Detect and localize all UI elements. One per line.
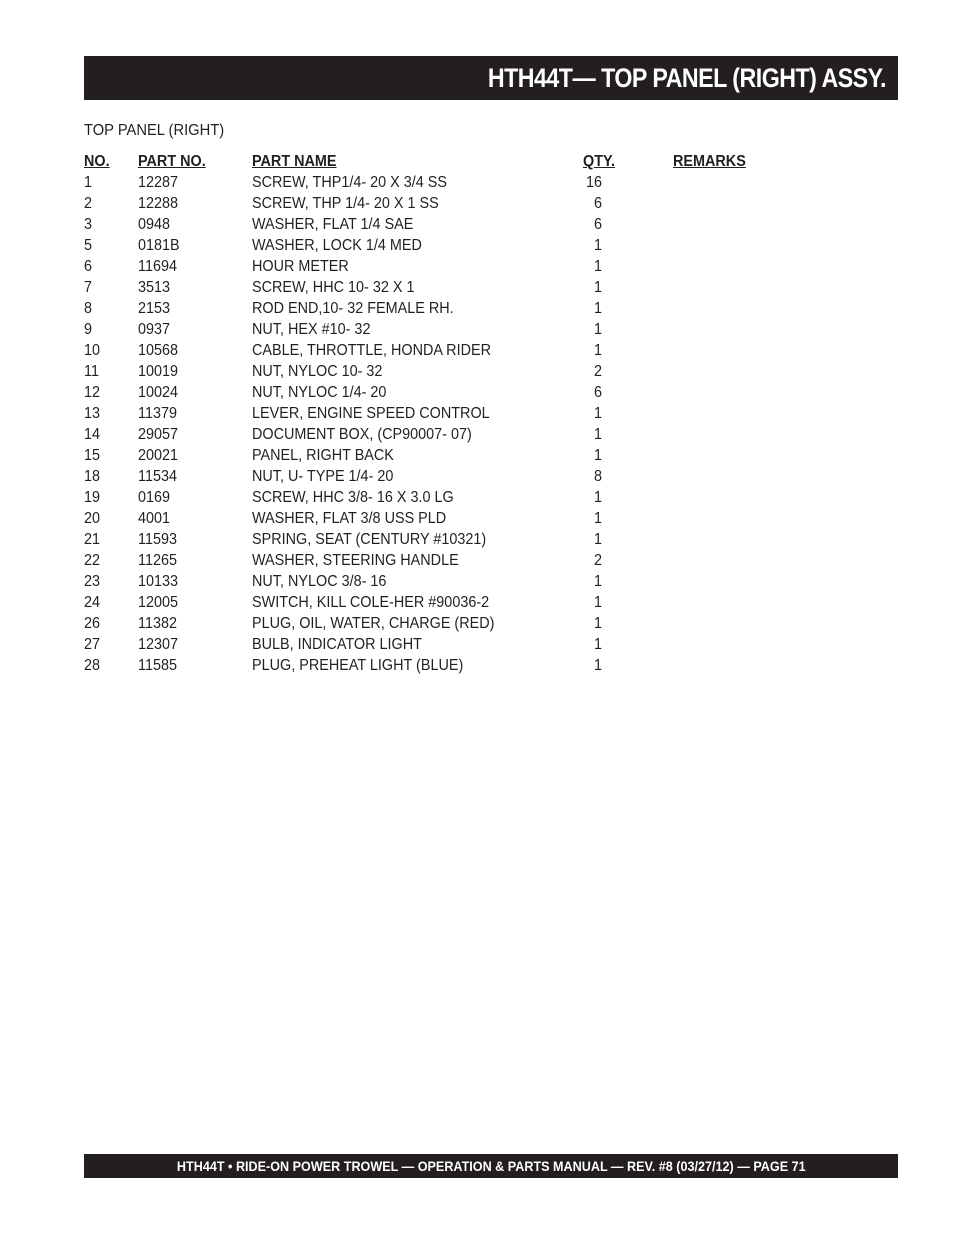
cell-part-no: 3513 [138,279,171,296]
cell-qty: 1 [593,426,602,443]
cell-qty: 6 [593,216,602,233]
table-row [84,382,784,403]
column-header-part-name: PART NAME [252,153,337,170]
cell-qty: 1 [593,657,602,674]
table-row [84,571,784,592]
cell-no: 28 [84,657,101,674]
cell-part-name: BULB, INDICATOR LIGHT [252,636,422,653]
footer-bar [84,1154,898,1178]
column-header-part-no: PART NO. [138,153,206,170]
table-header-row [84,151,784,172]
cell-part-no: 4001 [138,510,171,527]
cell-no: 15 [84,447,101,464]
cell-part-no: 11593 [138,531,177,548]
cell-part-name: CABLE, THROTTLE, HONDA RIDER [252,342,491,359]
cell-qty: 1 [593,636,602,653]
column-header-remarks: REMARKS [673,153,746,170]
cell-part-no: 11534 [138,468,177,485]
cell-qty: 2 [593,552,602,569]
cell-no: 7 [84,279,93,296]
cell-part-name: WASHER, FLAT 3/8 USS PLD [252,510,447,527]
cell-no: 27 [84,636,101,653]
cell-no: 26 [84,615,101,632]
cell-no: 2 [84,195,93,212]
cell-part-name: NUT, NYLOC 3/8- 16 [252,573,387,590]
column-header-qty: QTY. [583,153,616,170]
cell-part-name: WASHER, FLAT 1/4 SAE [252,216,414,233]
cell-part-name: NUT, NYLOC 1/4- 20 [252,384,387,401]
cell-no: 5 [84,237,93,254]
cell-part-no: 12288 [138,195,179,212]
cell-part-no: 11382 [138,615,177,632]
table-row [84,634,784,655]
parts-table [84,151,784,676]
table-row [84,193,784,214]
cell-no: 1 [84,174,93,191]
table-row [84,613,784,634]
table-row [84,298,784,319]
cell-part-name: NUT, U- TYPE 1/4- 20 [252,468,394,485]
cell-part-name: WASHER, LOCK 1/4 MED [252,237,422,254]
cell-no: 10 [84,342,101,359]
cell-part-no: 0169 [138,489,171,506]
table-row [84,214,784,235]
footer-text: HTH44T • RIDE-ON POWER TROWEL — OPERATION & PARTS MANUAL — REV. #8 (03/27/12) — PAGE 71 [176,1158,806,1174]
table-row [84,403,784,424]
table-row [84,361,784,382]
cell-qty: 1 [593,321,602,338]
table-row [84,550,784,571]
cell-part-no: 20021 [138,447,179,464]
cell-part-name: NUT, HEX #10- 32 [252,321,371,338]
cell-no: 3 [84,216,93,233]
cell-no: 19 [84,489,101,506]
cell-qty: 6 [593,195,602,212]
section-title: TOP PANEL (RIGHT) [84,122,225,139]
table-row [84,277,784,298]
cell-part-name: WASHER, STEERING HANDLE [252,552,459,569]
cell-part-name: PANEL, RIGHT BACK [252,447,394,464]
cell-no: 12 [84,384,101,401]
table-row [84,592,784,613]
cell-no: 23 [84,573,101,590]
cell-qty: 1 [593,300,602,317]
cell-qty: 6 [593,384,602,401]
cell-qty: 1 [593,510,602,527]
cell-part-name: SCREW, THP1/4- 20 X 3/4 SS [252,174,448,191]
cell-part-no: 12287 [138,174,179,191]
page-title-bar [84,56,898,100]
cell-no: 9 [84,321,93,338]
cell-no: 6 [84,258,93,275]
cell-no: 22 [84,552,101,569]
table-row [84,235,784,256]
cell-qty: 1 [593,615,602,632]
cell-qty: 1 [593,279,602,296]
table-row [84,529,784,550]
table-row [84,508,784,529]
table-row [84,319,784,340]
cell-part-name: SPRING, SEAT (CENTURY #10321) [252,531,487,548]
cell-part-no: 29057 [138,426,179,443]
cell-qty: 8 [593,468,602,485]
cell-qty: 1 [593,447,602,464]
cell-qty: 1 [593,573,602,590]
cell-qty: 1 [593,531,602,548]
cell-qty: 2 [593,363,602,380]
cell-part-no: 11694 [138,258,177,275]
cell-qty: 1 [593,405,602,422]
cell-part-no: 10024 [138,384,179,401]
table-row [84,466,784,487]
cell-part-no: 2153 [138,300,171,317]
cell-no: 13 [84,405,101,422]
table-row [84,655,784,676]
cell-part-no: 10133 [138,573,179,590]
cell-part-name: SWITCH, KILL COLE-HER #90036-2 [252,594,490,611]
cell-part-no: 0937 [138,321,171,338]
cell-qty: 1 [593,258,602,275]
cell-part-name: SCREW, HHC 3/8- 16 X 3.0 LG [252,489,454,506]
cell-part-no: 11265 [138,552,177,569]
cell-part-no: 12307 [138,636,179,653]
cell-part-name: DOCUMENT BOX, (CP90007- 07) [252,426,472,443]
table-row [84,487,784,508]
cell-qty: 1 [593,237,602,254]
cell-qty: 16 [585,174,602,191]
cell-part-name: LEVER, ENGINE SPEED CONTROL [252,405,490,422]
cell-no: 20 [84,510,101,527]
table-body [84,172,784,676]
cell-part-no: 0948 [138,216,171,233]
cell-part-name: SCREW, THP 1/4- 20 X 1 SS [252,195,439,212]
cell-no: 14 [84,426,101,443]
table-row [84,424,784,445]
cell-part-name: PLUG, OIL, WATER, CHARGE (RED) [252,615,495,632]
cell-qty: 1 [593,489,602,506]
cell-part-no: 11379 [138,405,177,422]
cell-part-name: HOUR METER [252,258,349,275]
cell-part-no: 0181B [138,237,180,254]
table-row [84,256,784,277]
cell-part-name: ROD END,10- 32 FEMALE RH. [252,300,454,317]
cell-no: 21 [84,531,101,548]
cell-no: 8 [84,300,93,317]
page-title: HTH44T— TOP PANEL (RIGHT) ASSY. [487,62,886,93]
cell-part-name: PLUG, PREHEAT LIGHT (BLUE) [252,657,464,674]
cell-part-no: 12005 [138,594,179,611]
column-header-no: NO. [84,153,110,170]
cell-qty: 1 [593,594,602,611]
cell-no: 24 [84,594,101,611]
cell-part-no: 11585 [138,657,177,674]
cell-no: 18 [84,468,101,485]
table-row [84,445,784,466]
cell-part-name: SCREW, HHC 10- 32 X 1 [252,279,415,296]
cell-qty: 1 [593,342,602,359]
cell-no: 11 [84,363,99,380]
cell-part-name: NUT, NYLOC 10- 32 [252,363,383,380]
cell-part-no: 10019 [138,363,179,380]
table-row [84,340,784,361]
cell-part-no: 10568 [138,342,179,359]
table-row [84,172,784,193]
